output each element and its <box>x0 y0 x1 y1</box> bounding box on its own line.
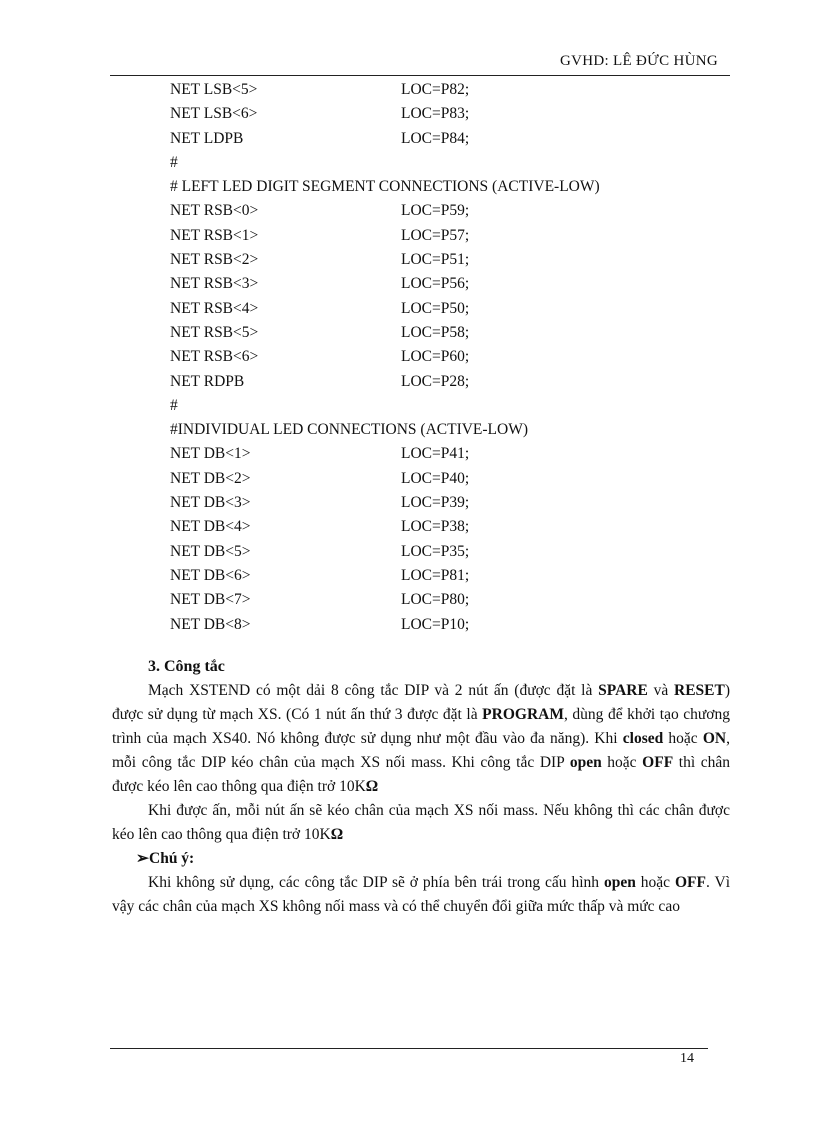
code-key: NET LSB<6> <box>170 105 258 123</box>
paragraph-1 <box>112 679 730 799</box>
term-program: PROGRAM <box>482 706 564 723</box>
code-key: NET DB<8> <box>170 615 251 633</box>
code-value: LOC=P80; <box>401 591 470 609</box>
p3-text-c: . Vì vậy các chân của mạch XS không nối mass và có thể chuyển đổi giữa mức thấp và mức cao <box>112 874 731 915</box>
code-line <box>170 272 730 296</box>
code-key: # <box>170 396 178 414</box>
section-title: 3. Công tắc <box>148 658 225 675</box>
p2-text-a: Khi được ấn, mỗi nút ấn sẽ kéo chân của mạch XS nối mass. Nếu không thì các chân được kéo lên cao thông qua điện trở 10K <box>112 802 730 843</box>
header-rule <box>110 75 730 76</box>
footer-rule <box>110 1048 708 1049</box>
code-key: NET LDPB <box>170 129 244 147</box>
p1-text-g: hoặc <box>601 754 643 771</box>
code-key: NET RSB<3> <box>170 275 259 293</box>
code-line <box>170 467 730 491</box>
code-value: LOC=P82; <box>401 81 470 98</box>
term-reset: RESET <box>674 682 725 699</box>
page-header: GVHD: LÊ ĐỨC HÙNG <box>560 53 718 69</box>
code-value: LOC=P60; <box>401 348 470 366</box>
code-line <box>170 297 730 321</box>
code-key: NET DB<7> <box>170 591 251 609</box>
p1-text-c: ) được sử dụng từ mạch XS. (Có 1 nút ấn thứ 3 được đặt là <box>112 682 731 723</box>
code-value: LOC=P38; <box>401 518 470 536</box>
p1-text-d: , dùng để khởi tạo chương trình của mạch XS40. Nó không được sử dụng như một đầu vào đa năng). Khi <box>112 706 730 747</box>
code-key: NET DB<2> <box>170 469 251 487</box>
code-listing <box>170 78 730 637</box>
p3-text-b: hoặc <box>635 874 675 891</box>
code-value: LOC=P40; <box>401 469 470 487</box>
code-value: LOC=P81; <box>401 566 470 584</box>
code-line <box>170 175 730 199</box>
code-value: LOC=P56; <box>401 275 470 293</box>
code-key: NET DB<5> <box>170 542 251 560</box>
term-off: OFF <box>642 754 674 771</box>
code-key: NET DB<3> <box>170 494 251 512</box>
code-key: NET RSB<0> <box>170 202 259 220</box>
code-value: LOC=P57; <box>401 226 470 244</box>
code-line <box>170 418 730 442</box>
code-line <box>170 102 730 126</box>
code-value: LOC=P50; <box>401 299 470 317</box>
term-open: open <box>569 754 602 771</box>
code-line <box>170 248 730 272</box>
code-value: LOC=P41; <box>401 445 470 463</box>
code-key: NET LSB<5> <box>170 81 258 98</box>
code-line <box>170 442 730 466</box>
code-key: # LEFT LED DIGIT SEGMENT CONNECTIONS (ACTIVE-LOW) <box>170 178 600 196</box>
code-line <box>170 321 730 345</box>
code-line <box>170 564 730 588</box>
code-line <box>170 199 730 223</box>
paragraph-3 <box>112 871 730 919</box>
note-heading <box>112 847 730 871</box>
p1-text-a: Mạch XSTEND có một dải 8 công tắc DIP và 2 nút ấn (được đặt là <box>148 682 599 699</box>
section-switches <box>112 655 730 919</box>
code-key: NET RSB<5> <box>170 323 259 341</box>
ohm-symbol: Ω <box>365 778 379 795</box>
code-key: NET RSB<6> <box>170 348 259 366</box>
code-key: NET RSB<1> <box>170 226 259 244</box>
code-line <box>170 588 730 612</box>
code-value: LOC=P39; <box>401 494 470 512</box>
paragraph-2 <box>112 799 730 847</box>
p1-text-e: hoặc <box>663 730 703 747</box>
code-key: NET RDPB <box>170 372 245 390</box>
code-key: NET DB<4> <box>170 518 251 536</box>
code-key: NET DB<6> <box>170 566 251 584</box>
code-line <box>170 224 730 248</box>
term-on: ON <box>702 730 727 747</box>
code-line <box>170 515 730 539</box>
code-value: LOC=P84; <box>401 129 470 147</box>
code-value: LOC=P10; <box>401 615 470 633</box>
term-off: OFF <box>674 874 706 891</box>
code-value: LOC=P35; <box>401 542 470 560</box>
code-value: LOC=P59; <box>401 202 470 220</box>
note-label: Chú ý: <box>149 850 195 867</box>
code-line <box>170 491 730 515</box>
code-value: LOC=P51; <box>401 251 470 269</box>
p3-text-a: Khi không sử dụng, các công tắc DIP sẽ ở phía bên trái trong cấu hình <box>148 874 604 891</box>
p1-text-b: và <box>647 682 674 699</box>
code-line <box>170 127 730 151</box>
code-line <box>170 151 730 175</box>
term-spare: SPARE <box>598 682 648 699</box>
code-key: NET RSB<4> <box>170 299 259 317</box>
code-key: #INDIVIDUAL LED CONNECTIONS (ACTIVE-LOW) <box>170 421 529 439</box>
code-line <box>170 78 730 102</box>
p1-text-h: thì chân được kéo lên cao thông qua điện trở 10K <box>112 754 731 795</box>
code-key: NET DB<1> <box>170 445 251 463</box>
term-open: open <box>603 874 636 891</box>
term-closed: closed <box>622 730 664 747</box>
code-value: LOC=P28; <box>401 372 470 390</box>
code-value: LOC=P58; <box>401 323 470 341</box>
code-line <box>170 613 730 637</box>
code-value: LOC=P83; <box>401 105 470 123</box>
p1-text-f: , mỗi công tắc DIP kéo chân của mạch XS nối mass. Khi công tắc DIP <box>112 730 730 771</box>
code-line <box>170 540 730 564</box>
code-line <box>170 345 730 369</box>
code-line <box>170 394 730 418</box>
page-number: 14 <box>680 1051 694 1066</box>
ohm-symbol: Ω <box>330 826 344 843</box>
arrow-bullet-icon: ➢ <box>136 850 149 867</box>
code-key: # <box>170 153 178 171</box>
code-line <box>170 370 730 394</box>
code-key: NET RSB<2> <box>170 251 259 269</box>
